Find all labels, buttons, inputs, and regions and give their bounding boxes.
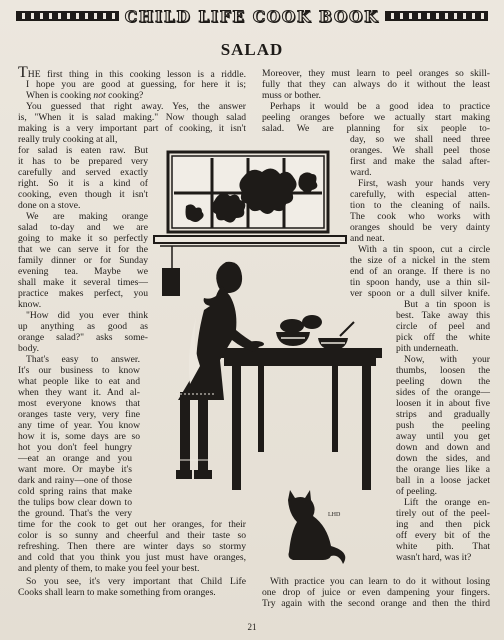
left-line-10: carefully and served exactly (18, 167, 148, 178)
right-line-4: Perhaps it would be a good idea to practice (270, 101, 490, 112)
right-line-20: tin spoon handy, use a thin sil- (350, 277, 490, 288)
left-line-24: up anything as good as (18, 321, 148, 332)
left-line-14: We are making orange (26, 211, 148, 222)
right-line-39: of peeling. (396, 486, 438, 497)
left-line-17: that we can serve it for the (18, 244, 148, 255)
left-line-36: —eat an orange and you (18, 453, 132, 464)
left-line-47: So you see, it's very important that Child Life (26, 576, 246, 587)
right-line-2: fully that they can always do it without the least (262, 79, 490, 90)
left-line-38: dark and rainy—one of those (18, 475, 132, 486)
right-line-11: First, wash your hands very (358, 178, 490, 189)
right-line-3: muss or bother. (262, 90, 321, 101)
table-illustration (218, 348, 382, 490)
right-line-28: thumbs, loosen the (396, 365, 490, 376)
right-line-25: pick off the white (396, 332, 490, 343)
right-line-8: oranges. We shall peel those (350, 145, 490, 156)
page-number: 21 (247, 622, 257, 632)
right-line-24: circle of peel and (396, 321, 490, 332)
right-line-29: peeling down the (396, 376, 490, 387)
artist-signature: LHD (328, 512, 341, 518)
left-line-29: what people like to eat and (18, 376, 140, 387)
right-line-17: With a tin spoon, cut a circle (358, 244, 490, 255)
right-line-23: best. Take away this (396, 310, 490, 321)
left-line-12: cooking, even though it isn't (18, 189, 148, 200)
right-line-31: loosen it in about five (396, 398, 490, 409)
left-line-33: any time of year. You know (18, 420, 140, 431)
left-line-15: salad to-day and we are (18, 222, 148, 233)
left-line-42: time for the cook to get out her oranges, for their (18, 519, 246, 530)
right-line-45: wasn't hard, was it? (396, 552, 472, 563)
right-line-36: down the sides, and (396, 453, 490, 464)
right-line-19: end of an orange. If there is no (350, 266, 490, 277)
left-line-23: "How did you ever think (26, 310, 148, 321)
left-line-2: I hope you are good at guessing, for here it is; (26, 79, 246, 90)
left-line-48: Cooks shall learn to make something from oranges. (18, 587, 216, 598)
right-line-10: ward. (350, 167, 372, 178)
left-line-40: the tulips bow clear down to (18, 497, 132, 508)
left-line-13: done on a stove. (18, 200, 81, 211)
left-line-18: family dinner or for Sunday (18, 255, 148, 266)
right-line-26: pith underneath. (396, 343, 459, 354)
left-line-34: how it is, some days are so (18, 431, 140, 442)
left-line-27: That's easy to answer. (26, 354, 140, 365)
right-line-27: Now, with your (404, 354, 490, 365)
left-line-6: making is a very important part of cooking, it isn't (18, 123, 246, 134)
right-line-37: the orange lies like a (396, 464, 490, 475)
right-line-35: down and down and (396, 442, 490, 453)
left-line-25: orange salad?" asks some- (18, 332, 148, 343)
left-line-26: body. (18, 343, 39, 354)
right-line-12: carefully, with especial atten- (350, 189, 490, 200)
left-line-22: know. (18, 299, 42, 310)
left-line-9: it has to be prepared very (18, 156, 148, 167)
wall-hook-illustration (162, 246, 180, 296)
left-line-16: going to make it so perfectly (18, 233, 148, 244)
left-line-20: shall make it several times— (18, 277, 148, 288)
header-title: CHILD LIFE COOK BOOK (124, 6, 380, 26)
right-line-1: Moreover, they must learn to peel oranges so skill- (262, 68, 490, 79)
right-line-32: strips and gradually (396, 409, 490, 420)
left-line-19: evening tea. Maybe we (18, 266, 148, 277)
right-line-41: tirely out of the peel- (396, 508, 490, 519)
right-line-6: salad. We are planning for six people to- (262, 123, 490, 134)
left-line-5: is, "When it is salad making." Now though salad (18, 112, 246, 123)
right-line-21: ver spoon or a dull silver knife. (350, 288, 490, 299)
right-line-5: peeling oranges before we actually start making (262, 112, 490, 123)
right-line-44: white pith. That (396, 541, 490, 552)
left-line-31: most everyone knows that (18, 398, 140, 409)
left-line-39: cold spring rains that make (18, 486, 132, 497)
bowls-illustration (248, 315, 354, 350)
left-line-41: the ground. That's the very (18, 508, 132, 519)
right-line-43: off every bit of the (396, 530, 490, 541)
right-bottom-line-2: one drop of juice or even dampening your fingers. (262, 587, 490, 598)
left-line-11: right. So it is a kind of (18, 178, 148, 189)
left-line-46: and plenty of them, to make you feel your best. (18, 563, 200, 574)
left-line-43: color is so sunny and cheerful and their taste so (18, 530, 246, 541)
left-line-21: practice makes perfect, you (18, 288, 148, 299)
right-bottom-line-1: With practice you can learn to do it without losing (270, 576, 490, 587)
left-line-7: really truly cooking at all, (18, 134, 118, 145)
left-line-28: It's our business to know (18, 365, 140, 376)
left-line-35: hot you don't feel hungry (18, 442, 132, 453)
page-title: SALAD (220, 40, 284, 59)
left-line-8: for salad is eaten raw. But (18, 145, 148, 156)
left-line-4: You guessed that right away. Yes, the answer (26, 101, 246, 112)
left-line-45: and cold that you think you just must have oranges, (18, 552, 246, 563)
right-line-14: The cook who works with (350, 211, 490, 222)
right-line-7: day, so we shall need three (350, 134, 490, 145)
window-illustration (154, 152, 346, 246)
right-line-33: push the peeling (396, 420, 490, 431)
right-line-38: ball in a loose jacket (396, 475, 490, 486)
right-line-40: Lift the orange en- (404, 497, 490, 508)
cat-silhouette (288, 490, 345, 564)
left-line-30: when they want it. And al- (18, 387, 140, 398)
right-line-34: away until you get (396, 431, 490, 442)
right-line-22: But a tin spoon is (404, 299, 490, 310)
drop-cap: T (18, 64, 28, 81)
left-line-37: want more. Or maybe it's (18, 464, 132, 475)
left-line-32: oranges taste very, very fine (18, 409, 140, 420)
right-bottom-line-3: Try again with the second orange and then the third (262, 598, 490, 609)
right-line-42: ing and then pick (396, 519, 490, 530)
right-line-15: oranges should be very dainty (350, 222, 490, 233)
right-line-16: and neat. (350, 233, 385, 244)
right-line-30: sides of the orange— (396, 387, 490, 398)
right-line-13: tion to the cleaning of nails. (350, 200, 490, 211)
left-line-1-rest: HE first thing in this cooking lesson is a riddle. (27, 69, 246, 80)
girl-silhouette (176, 262, 260, 479)
left-line-3: When is cooking not cooking? (26, 90, 144, 101)
right-line-18: the size of a nickel in the stem (350, 255, 490, 266)
right-line-9: first and make the salad after- (350, 156, 490, 167)
left-line-44: refreshing. Then there are winter days so stormy (18, 541, 246, 552)
